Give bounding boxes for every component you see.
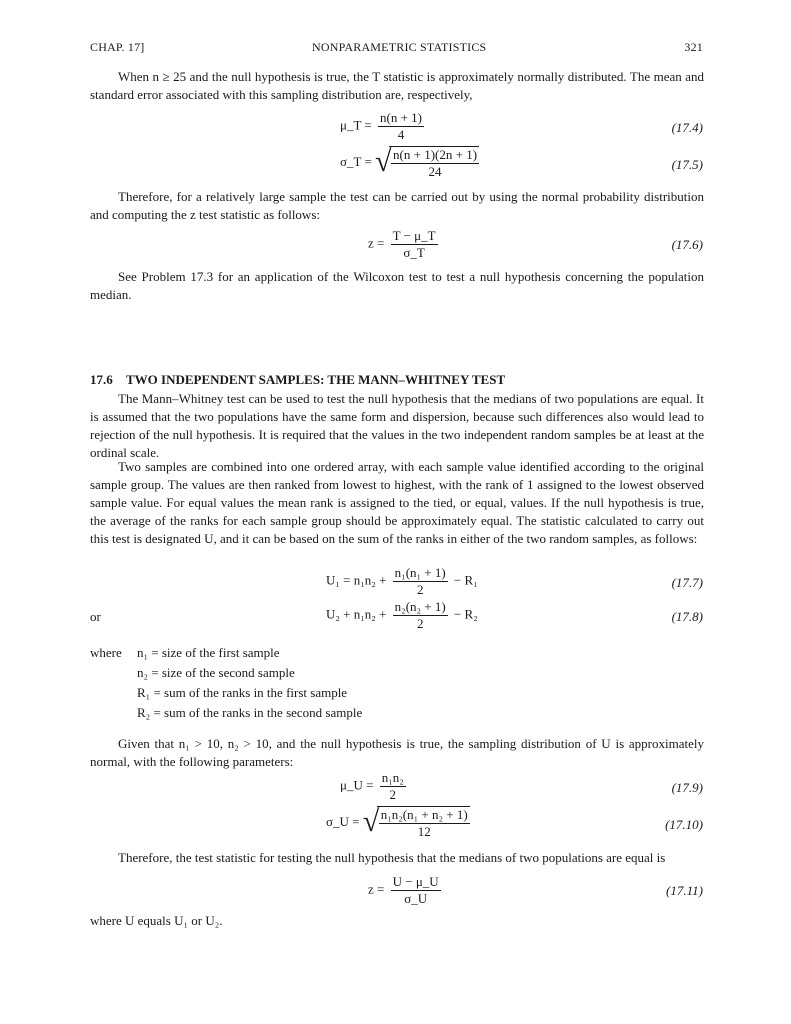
- test-statistic-paragraph: Therefore, the test statistic for testing the null hypothesis that the medians of two populations are equal is: [118, 850, 666, 865]
- equation-label-17-7: (17.7): [671, 575, 703, 590]
- equation-17-4: [340, 110, 427, 143]
- eq-denominator: 12: [417, 824, 431, 839]
- eq-lhs: U₂ + n₁n₂ +: [326, 606, 387, 622]
- intro-paragraph: When n ≥ 25 and the null hypothesis is true, the T statistic is approximately normally distributed. The mean and standard error associated with this sampling distribution are, respectively,: [90, 69, 704, 102]
- equation-17-11: [368, 874, 444, 907]
- definition-item: R₁ = sum of the ranks in the first sample: [137, 685, 348, 700]
- sqrt-sign: √ $\frac{n(n + 1)(2n + 1)}{24}$: [375, 145, 478, 179]
- equation-17-5: [340, 146, 479, 180]
- problem-reference-paragraph: See Problem 17.3 for an application of the Wilcoxon test to test a null hypothesis concerning the population median.: [90, 269, 704, 302]
- sqrt-sign: √ $\frac{\text{n₁n₂(n₁ + n₂ + 1)}}{12}$: [362, 805, 468, 839]
- eq-numerator: n₁n₂: [381, 770, 404, 785]
- page-number: 321: [684, 40, 703, 54]
- eq-denominator: σ_U: [404, 891, 428, 906]
- eq-lhs: μ_U =: [340, 777, 374, 793]
- equation-label-17-5: (17.5): [671, 157, 703, 172]
- definition-item: R₂ = sum of the ranks in the second sample: [137, 705, 363, 720]
- eq-denominator: σ_T: [403, 245, 425, 260]
- equation-label-17-11: (17.11): [666, 883, 703, 898]
- given-paragraph: Given that n₁ > 10, n₂ > 10, and the null hypothesis is true, the sampling distribution of U is approximately normal, with the following parameters:: [90, 736, 704, 769]
- section-number: 17.6: [90, 372, 113, 387]
- section-heading: [90, 372, 505, 388]
- equation-or-prefix: or: [90, 609, 101, 624]
- eq-numerator: T − μ_T: [392, 228, 436, 243]
- eq-denominator: 4: [397, 127, 405, 142]
- eq-numerator: n(n + 1): [380, 110, 423, 125]
- eq-denominator: 2: [416, 616, 424, 631]
- eq-rhs: − R₁: [453, 572, 478, 588]
- eq-lhs: z =: [368, 235, 385, 251]
- eq-rhs: − R₂: [453, 606, 478, 622]
- section-title: TWO INDEPENDENT SAMPLES: THE MANN–WHITNEY TEST: [126, 372, 506, 387]
- equation-17-9: [340, 770, 409, 803]
- definition-item: n₂ = size of the second sample: [137, 665, 295, 680]
- eq-lhs: U₁ = n₁n₂ +: [326, 572, 387, 588]
- eq-lhs: σ_U =: [326, 813, 360, 829]
- eq-numerator: n₁(n₁ + 1): [394, 565, 446, 580]
- equation-17-8: [326, 599, 478, 632]
- eq-numerator: U − μ_U: [392, 874, 439, 889]
- chapter-label: CHAP. 17]: [90, 40, 145, 54]
- closing-line: where U equals U₁ or U₂.: [90, 913, 223, 928]
- eq-denominator: 2: [389, 787, 396, 802]
- equation-17-6: [368, 228, 441, 261]
- equation-17-10: [326, 806, 470, 840]
- eq-numerator: n₁n₂(n₁ + n₂ + 1): [380, 807, 468, 822]
- equation-label-17-6: (17.6): [671, 237, 703, 252]
- mann-whitney-method-paragraph: Two samples are combined into one ordered array, with each sample value identified according to the original sample group. The values are then ranked from lowest to highest, with the rank of 1 assigned to the lowest observed sample value. For equal values the mean rank is assigned to the tied, or equal, values. If the null hypothesis is true, the average of the ranks for each sample group should be approximately equal. The statistic calculated to carry out this test is designated U, and it can be based on the sum of the ranks in either of the two random samples, as follows:: [90, 459, 704, 546]
- running-title: NONPARAMETRIC STATISTICS: [312, 40, 487, 54]
- eq-lhs: σ_T =: [340, 153, 372, 169]
- variable-definitions: [90, 643, 362, 723]
- normal-approx-paragraph: Therefore, for a relatively large sample the test can be carried out by using the normal probability distribution and computing the z test statistic as follows:: [90, 189, 704, 222]
- eq-lhs: z =: [368, 881, 385, 897]
- eq-lhs: μ_T =: [340, 117, 372, 133]
- equation-label-17-9: (17.9): [671, 780, 703, 795]
- equation-label-17-8: (17.8): [671, 609, 703, 624]
- eq-numerator: n(n + 1)(2n + 1): [393, 147, 478, 162]
- mann-whitney-intro-paragraph: The Mann–Whitney test can be used to test the null hypothesis that the medians of two populations are equal. It is assumed that the two populations have the same form and dispersion, because such differences also would lead to rejection of the null hypothesis. It is required that the values in the two independent random samples be at least at the ordinal scale.: [90, 391, 704, 460]
- definition-item: n₁ = size of the first sample: [137, 645, 280, 660]
- equation-label-17-4: (17.4): [671, 120, 703, 135]
- equation-17-7: [326, 565, 478, 598]
- eq-denominator: 2: [416, 582, 424, 597]
- eq-numerator: n₂(n₂ + 1): [394, 599, 446, 614]
- eq-denominator: 24: [428, 164, 442, 179]
- equation-label-17-10: (17.10): [665, 817, 703, 832]
- where-label: where: [90, 645, 122, 660]
